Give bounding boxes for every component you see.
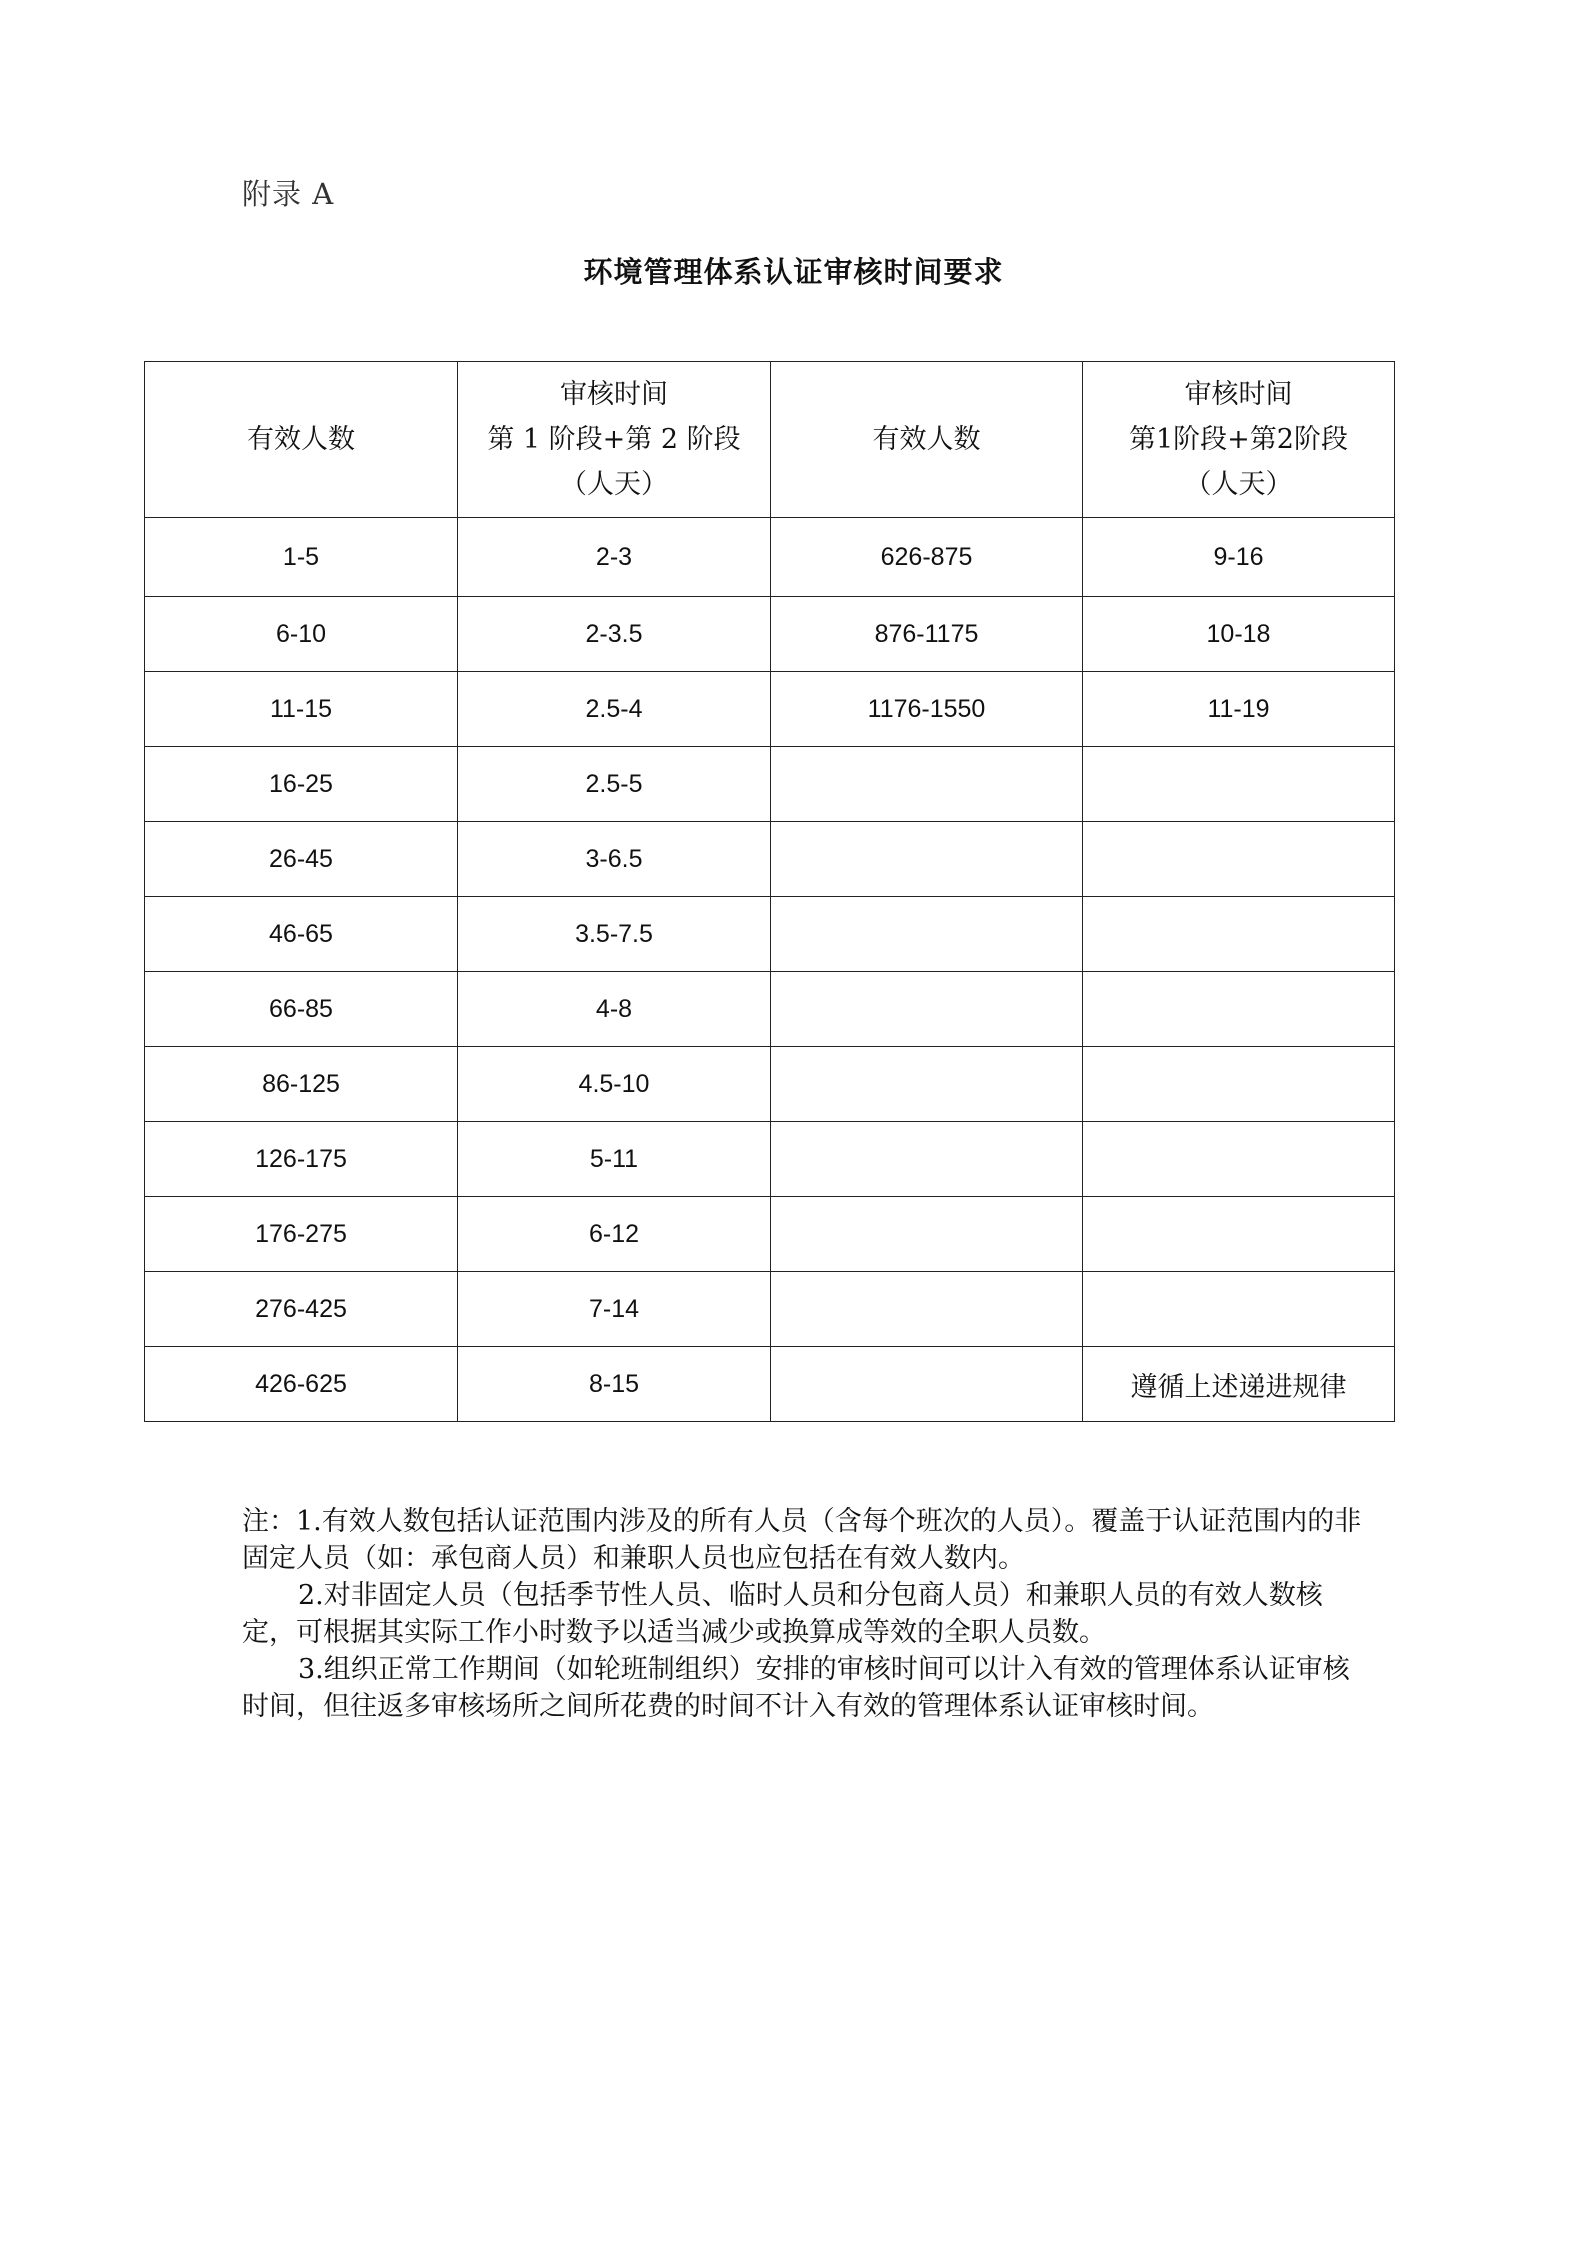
table-cell: 8-15 [458, 1347, 771, 1422]
table-cell [1083, 747, 1395, 822]
table-cell: 1176-1550 [771, 672, 1083, 747]
table-body [145, 518, 1395, 1422]
table-cell: 276-425 [145, 1272, 458, 1347]
table-cell: 7-14 [458, 1272, 771, 1347]
table-cell [1083, 972, 1395, 1047]
table-row [145, 672, 1395, 747]
table-cell [771, 1122, 1083, 1197]
audit-time-table [144, 361, 1395, 1422]
table-cell: 176-275 [145, 1197, 458, 1272]
table-cell [771, 972, 1083, 1047]
table-cell [1083, 1197, 1395, 1272]
table-cell [771, 822, 1083, 897]
document-title: 环境管理体系认证审核时间要求 [583, 255, 1004, 289]
table-row [145, 1272, 1395, 1347]
table-cell-progression-note: 遵循上述递进规律 [1083, 1347, 1395, 1422]
header-line: 第 1 阶段+第 2 阶段 [487, 424, 741, 455]
table-cell: 3-6.5 [458, 822, 771, 897]
note-2: 2.对非固定人员（包括季节性人员、临时人员和分包商人员）和兼职人员的有效人数核定，可根据其实际工作小时数予以适当减少或换算成等效的全职人员数。 [242, 1580, 1323, 1648]
appendix-label: 附录 A [242, 177, 335, 211]
table-cell: 66-85 [145, 972, 458, 1047]
table-cell: 126-175 [145, 1122, 458, 1197]
table-row [145, 972, 1395, 1047]
header-headcount-2 [771, 362, 1083, 518]
table-cell: 46-65 [145, 897, 458, 972]
table-cell [1083, 1122, 1395, 1197]
table-cell: 16-25 [145, 747, 458, 822]
table-cell [1083, 897, 1395, 972]
table-cell: 426-625 [145, 1347, 458, 1422]
header-headcount-1 [145, 362, 458, 518]
table-cell: 2-3 [458, 518, 771, 597]
header-line: 审核时间 [1184, 379, 1293, 410]
table-cell [771, 1047, 1083, 1122]
table-cell: 876-1175 [771, 597, 1083, 672]
header-line: 审核时间 [560, 379, 668, 410]
table-cell: 4-8 [458, 972, 771, 1047]
table-cell: 4.5-10 [458, 1047, 771, 1122]
table-cell: 10-18 [1083, 597, 1395, 672]
table-row [145, 822, 1395, 897]
table-header-row [145, 362, 1395, 518]
table-cell [771, 1347, 1083, 1422]
table-cell: 86-125 [145, 1047, 458, 1122]
header-audit-time-1 [458, 362, 771, 518]
table-cell [771, 897, 1083, 972]
header-line: （人天） [560, 469, 668, 500]
table-cell [771, 1272, 1083, 1347]
table-row [145, 897, 1395, 972]
header-line: 第1阶段+第2阶段 [1129, 424, 1348, 455]
table-row [145, 1047, 1395, 1122]
table-row [145, 1347, 1395, 1422]
table-header [145, 362, 1395, 518]
table-cell: 3.5-7.5 [458, 897, 771, 972]
table-cell: 2.5-4 [458, 672, 771, 747]
table-cell: 1-5 [145, 518, 458, 597]
table-cell: 626-875 [771, 518, 1083, 597]
table-cell: 26-45 [145, 822, 458, 897]
table-cell: 5-11 [458, 1122, 771, 1197]
table-cell: 6-12 [458, 1197, 771, 1272]
table-cell [1083, 822, 1395, 897]
header-line: （人天） [1184, 469, 1293, 500]
header-audit-time-2 [1083, 362, 1395, 518]
table-cell: 11-15 [145, 672, 458, 747]
header-line: 有效人数 [247, 424, 355, 455]
table-row [145, 597, 1395, 672]
notes-section [242, 1503, 1362, 1725]
table-cell: 9-16 [1083, 518, 1395, 597]
table-row [145, 518, 1395, 597]
note-1: 注：1.有效人数包括认证范围内涉及的所有人员（含每个班次的人员）。覆盖于认证范围内的非固定人员（如：承包商人员）和兼职人员也应包括在有效人数内。 [242, 1506, 1362, 1574]
table-cell: 6-10 [145, 597, 458, 672]
table-row [145, 747, 1395, 822]
table-cell [1083, 1047, 1395, 1122]
table-row [145, 1122, 1395, 1197]
table-cell: 11-19 [1083, 672, 1395, 747]
table-cell: 2-3.5 [458, 597, 771, 672]
table-cell [771, 1197, 1083, 1272]
table-cell: 2.5-5 [458, 747, 771, 822]
table-row [145, 1197, 1395, 1272]
note-3: 3.组织正常工作期间（如轮班制组织）安排的审核时间可以计入有效的管理体系认证审核时间，但往返多审核场所之间所花费的时间不计入有效的管理体系认证审核时间。 [242, 1654, 1350, 1722]
table-cell [1083, 1272, 1395, 1347]
header-line: 有效人数 [872, 424, 981, 455]
table-cell [771, 747, 1083, 822]
